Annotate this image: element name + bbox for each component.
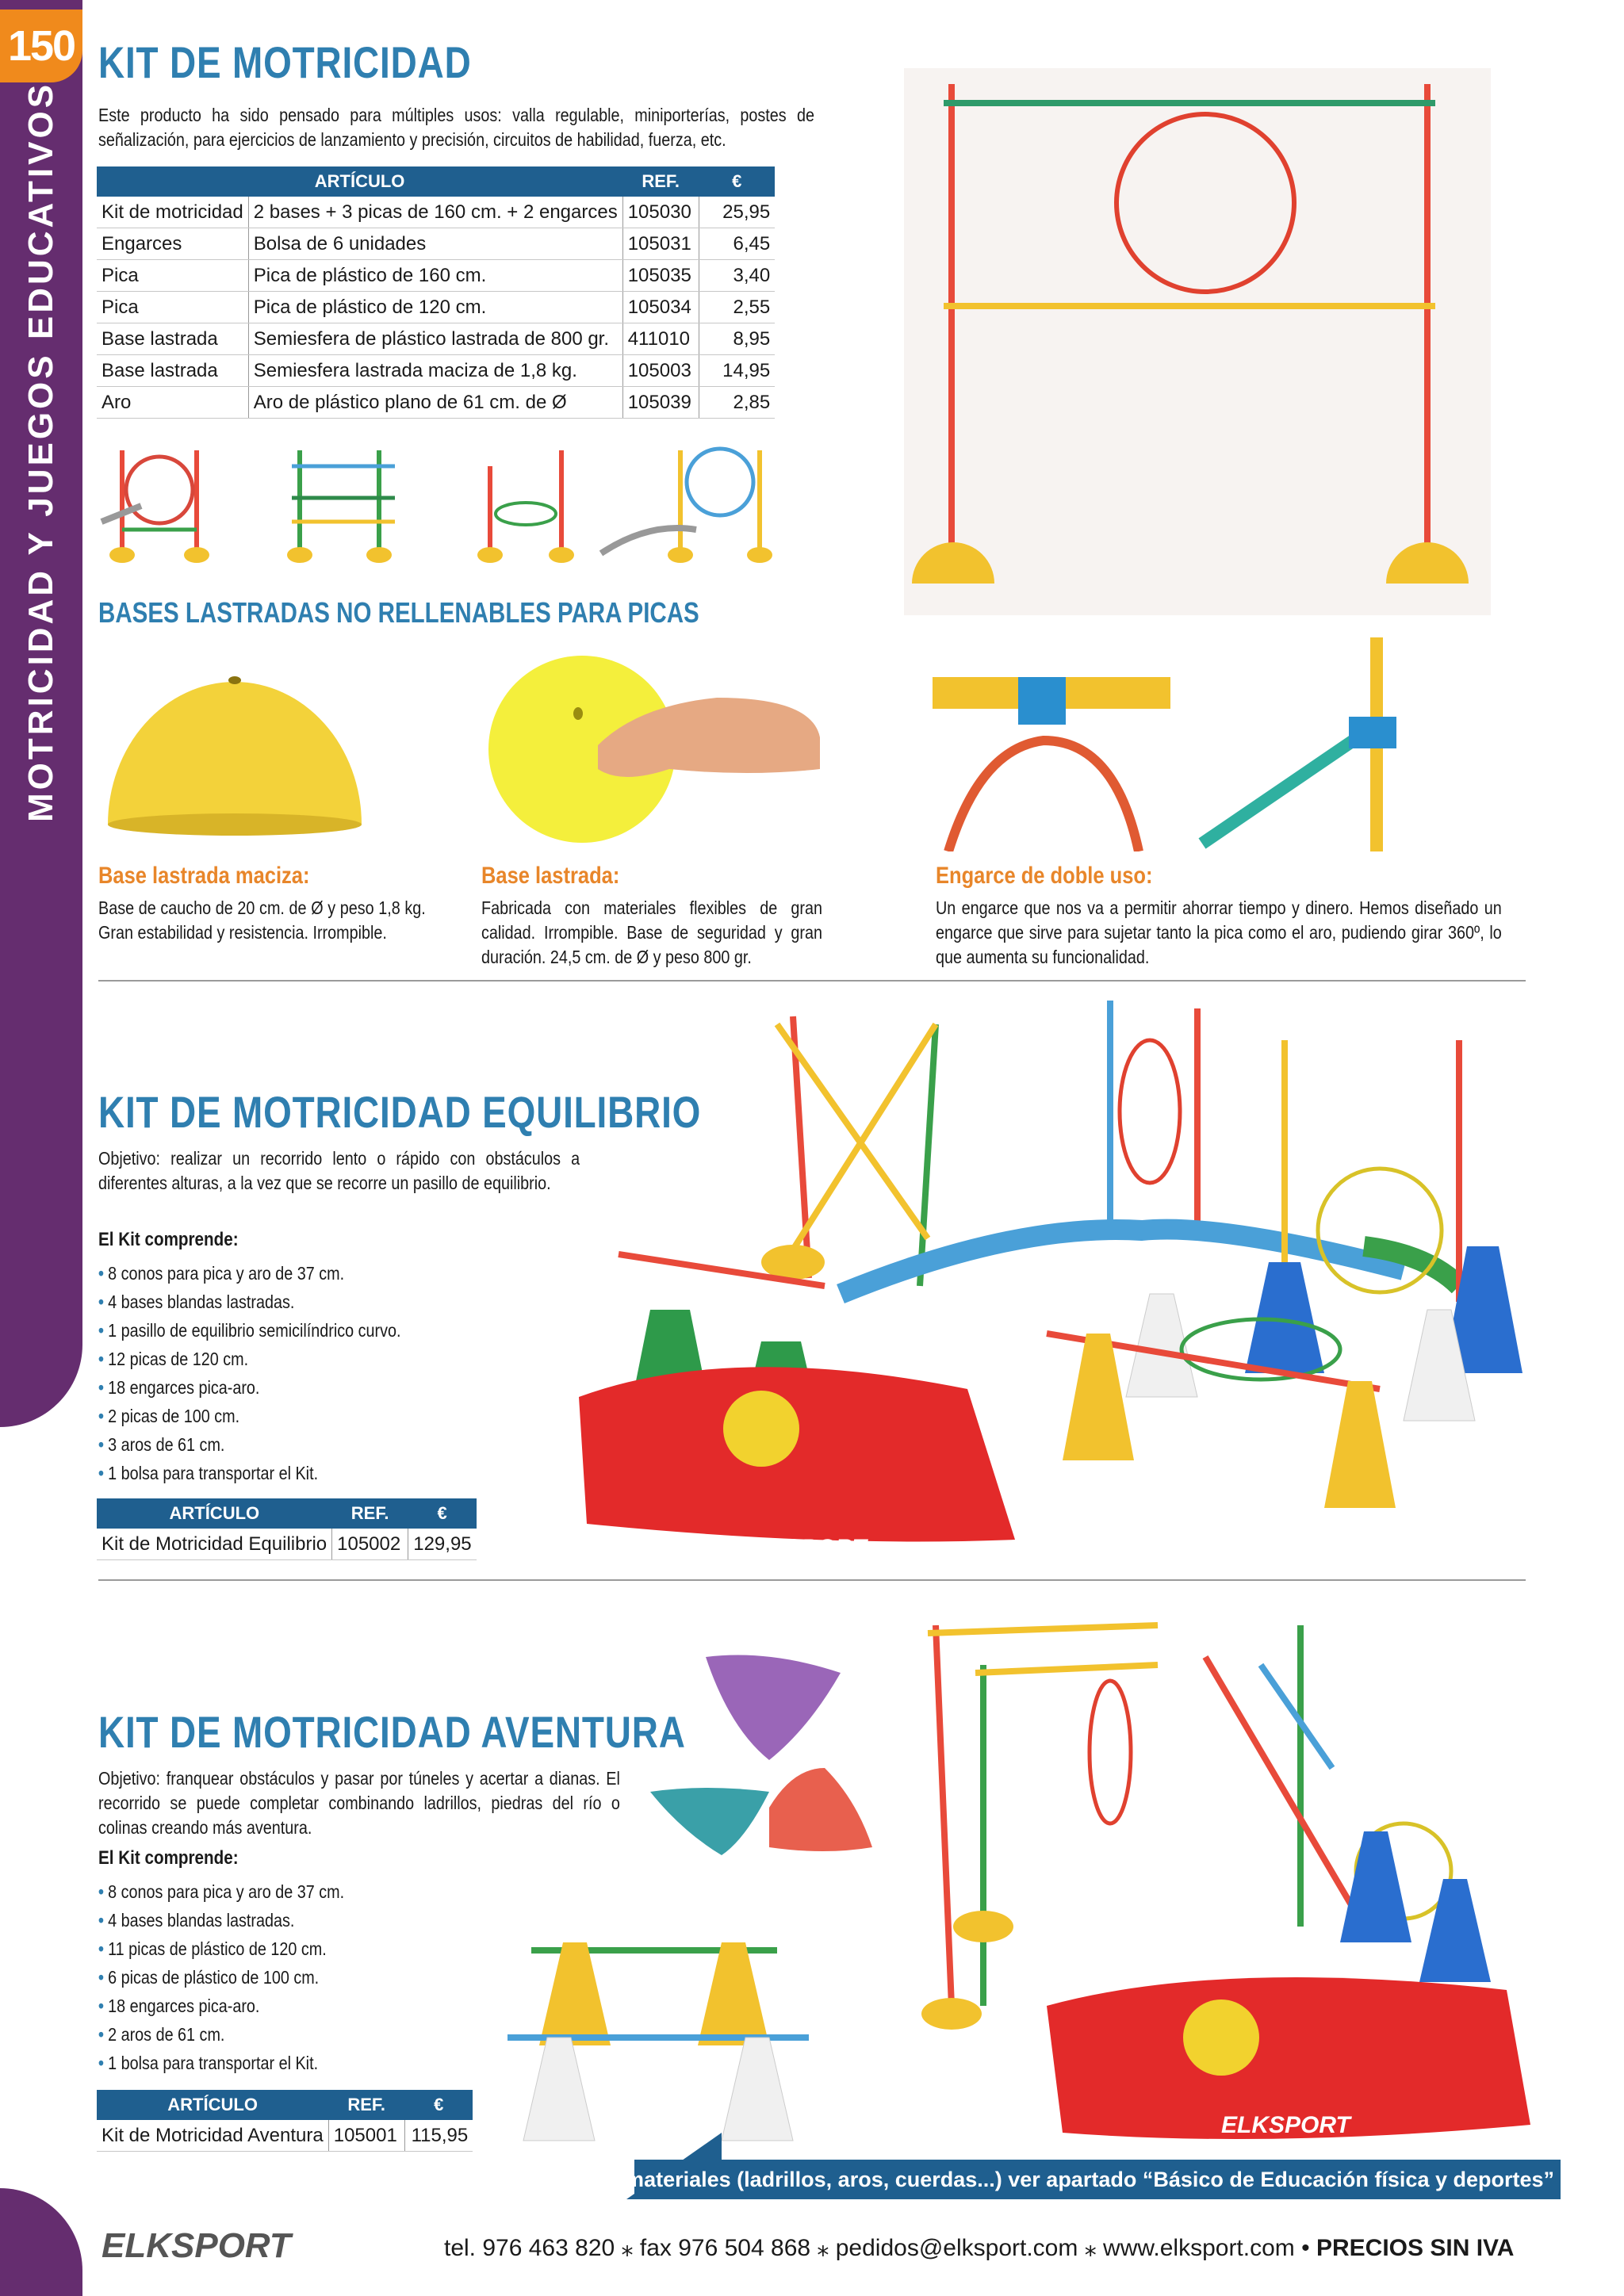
cell-price: 129,95	[408, 1529, 477, 1560]
table-header-price: €	[699, 166, 775, 197]
cell-price: 14,95	[699, 355, 775, 387]
footer-star: ⁎	[1084, 2235, 1097, 2261]
cell-articulo: Kit de Motricidad Aventura	[97, 2120, 328, 2152]
list-item: • 2 picas de 100 cm.	[98, 1402, 576, 1430]
sidebar-vertical-title: MOTRICIDAD Y JUEGOS EDUCATIVOS	[21, 81, 60, 823]
engarce-text: Un engarce que nos va a permitir ahorrar tiempo y dinero. Hemos diseñado un engarce que sirve para sujetar tanto la pica como el aro, pudiendo girar 360º, lo que aumenta su funcionalidad.	[936, 897, 1502, 967]
kit-motricidad-image	[904, 68, 1491, 615]
cell-ref: 105039	[622, 387, 699, 419]
footer-email[interactable]: pedidos@elksport.com	[835, 2235, 1078, 2261]
section2-items-list	[98, 1259, 576, 1487]
bases-title: BASES LASTRADAS NO RELLENABLES PARA PICAS	[98, 596, 699, 629]
usage-hurdles-illustration	[287, 450, 395, 563]
table-row	[97, 228, 775, 260]
table-header-row	[97, 1498, 477, 1529]
section1-table-wrap	[97, 166, 775, 419]
cell-articulo: Engarces	[97, 228, 248, 260]
bag-logo-aventura: ELKSPORT	[1221, 2112, 1350, 2138]
table-header-price: €	[408, 1498, 477, 1529]
list-item: • 2 aros de 61 cm.	[98, 2020, 576, 2049]
cell-price: 3,40	[699, 260, 775, 292]
cell-price: 2,85	[699, 387, 775, 419]
engarce-title: Engarce de doble uso:	[936, 863, 1153, 889]
divider-1	[98, 980, 1526, 982]
cell-articulo: Pica	[97, 260, 248, 292]
base-maciza-text: Base de caucho de 20 cm. de Ø y peso 1,8 kg. Gran estabilidad y resistencia. Irrompible.	[98, 897, 426, 943]
section3-table	[97, 2090, 473, 2152]
section1-title: KIT DE MOTRICIDAD	[98, 37, 472, 87]
footer-star: ⁎	[621, 2235, 634, 2261]
cell-articulo: Kit de motricidad	[97, 197, 248, 228]
kit-aventura-image	[508, 1609, 1562, 2149]
section1-table	[97, 166, 775, 419]
cell-ref: 105003	[622, 355, 699, 387]
table-header-articulo: ARTÍCULO	[97, 2090, 328, 2120]
base-lastrada-image	[479, 650, 828, 848]
cell-articulo: Base lastrada	[97, 323, 248, 355]
list-item: • 8 conos para pica y aro de 37 cm.	[98, 1259, 576, 1288]
base-lastrada-text: Fabricada con materiales flexibles de gran calidad. Irrompible. Base de seguridad y gran duración. 24,5 cm. de Ø y peso 800 gr.	[481, 897, 822, 967]
usage-target-illustration	[601, 449, 772, 563]
table-row	[97, 387, 775, 419]
cell-desc: Aro de plástico plano de 61 cm. de Ø	[248, 387, 622, 419]
list-item: • 4 bases blandas lastradas.	[98, 1906, 576, 1934]
table-row	[97, 1529, 477, 1560]
cell-desc: Pica de plástico de 120 cm.	[248, 292, 622, 323]
table-header-ref: REF.	[332, 1498, 408, 1529]
table-header-ref: REF.	[622, 166, 699, 197]
list-item: • 8 conos para pica y aro de 37 cm.	[98, 1877, 576, 1906]
cell-ref: 105001	[328, 2120, 404, 2152]
list-item: • 1 bolsa para transportar el Kit.	[98, 2049, 576, 2077]
cell-price: 25,95	[699, 197, 775, 228]
list-item: • 3 aros de 61 cm.	[98, 1430, 576, 1459]
cell-price: 6,45	[699, 228, 775, 260]
cell-desc: Pica de plástico de 160 cm.	[248, 260, 622, 292]
table-header-row	[97, 2090, 473, 2120]
list-item: • 18 engarces pica-aro.	[98, 1373, 576, 1402]
footer-prices-note: PRECIOS SIN IVA	[1316, 2235, 1515, 2261]
footer-tel: tel. 976 463 820	[444, 2235, 615, 2261]
table-row	[97, 197, 775, 228]
footer-fax: fax 976 504 868	[639, 2235, 811, 2261]
usage-hurdle-ring-illustration	[102, 450, 209, 563]
list-item: • 1 bolsa para transportar el Kit.	[98, 1459, 576, 1487]
section3-items-list	[98, 1877, 576, 2077]
cell-desc: Semiesfera de plástico lastrada de 800 gr.	[248, 323, 622, 355]
table-header-price: €	[404, 2090, 473, 2120]
cell-price: 2,55	[699, 292, 775, 323]
cell-articulo: Base lastrada	[97, 355, 248, 387]
table-row	[97, 355, 775, 387]
cell-articulo: Pica	[97, 292, 248, 323]
section3-table-wrap	[97, 2090, 473, 2152]
table-header-row	[97, 166, 775, 197]
section3-objective: Objetivo: franquear obstáculos y pasar por túneles y acertar a dianas. El recorrido se puede completar combinando ladrillos, piedras del río o colinas creando más aventura.	[98, 1768, 620, 1838]
table-header-articulo: ARTÍCULO	[97, 166, 622, 197]
footer-web[interactable]: www.elksport.com	[1103, 2235, 1295, 2261]
list-item: • 12 picas de 120 cm.	[98, 1345, 576, 1373]
list-item: • 11 picas de plástico de 120 cm.	[98, 1934, 576, 1963]
cell-desc: Semiesfera lastrada maciza de 1,8 kg.	[248, 355, 622, 387]
table-header-articulo: ARTÍCULO	[97, 1498, 332, 1529]
table-header-ref: REF.	[328, 2090, 404, 2120]
usage-illustrations	[94, 434, 807, 577]
list-item: • 1 pasillo de equilibrio semicilíndrico curvo.	[98, 1316, 576, 1345]
footer-contact-line	[444, 2234, 1514, 2262]
table-row	[97, 323, 775, 355]
cell-articulo: Aro	[97, 387, 248, 419]
table-row	[97, 260, 775, 292]
section3-includes-label: El Kit comprende:	[98, 1847, 239, 1869]
section2-table	[97, 1498, 477, 1560]
base-maciza-image	[100, 658, 370, 840]
sidebar-bottom-shape	[0, 2188, 82, 2296]
section1-description: Este producto ha sido pensado para múltiples usos: valla regulable, miniporterías, postes de señalización, para ejercicios de lanzamiento y precisión, circuitos de habilidad, fuerza, etc.	[98, 105, 814, 150]
elksport-logo: ELKSPORT	[102, 2226, 291, 2265]
cell-ref: 411010	[622, 323, 699, 355]
footer-sep: •	[1301, 2235, 1310, 2261]
section2-table-wrap	[97, 1498, 477, 1560]
base-maciza-title: Base lastrada maciza:	[98, 863, 310, 889]
base-lastrada-title: Base lastrada:	[481, 863, 620, 889]
cell-ref: 105030	[622, 197, 699, 228]
table-row	[97, 292, 775, 323]
section2-title: KIT DE MOTRICIDAD EQUILIBRIO	[98, 1087, 702, 1137]
section2-objective: Objetivo: realizar un recorrido lento o rápido con obstáculos a diferentes alturas, a la vez que se recorre un pasillo de equilibrio.	[98, 1148, 580, 1193]
cell-desc: Bolsa de 6 unidades	[248, 228, 622, 260]
cell-price: 8,95	[699, 323, 775, 355]
table-row	[97, 2120, 473, 2152]
kit-equilibrio-image	[571, 1001, 1554, 1571]
cell-ref: 105034	[622, 292, 699, 323]
engarce-image	[933, 637, 1503, 851]
footer-star: ⁎	[817, 2235, 829, 2261]
cell-ref: 105031	[622, 228, 699, 260]
list-item: • 4 bases blandas lastradas.	[98, 1288, 576, 1316]
page-number: 150	[0, 10, 82, 82]
cell-articulo: Kit de Motricidad Equilibrio	[97, 1529, 332, 1560]
list-item: • 18 engarces pica-aro.	[98, 1992, 576, 2020]
cell-desc: 2 bases + 3 picas de 160 cm. + 2 engarces	[248, 197, 622, 228]
list-item: • 6 picas de plástico de 100 cm.	[98, 1963, 576, 1992]
bag-logo-equilibrio: ELKSPORT	[737, 1535, 867, 1561]
section2-includes-label: El Kit comprende:	[98, 1229, 239, 1250]
section3-title: KIT DE MOTRICIDAD AVENTURA	[98, 1707, 686, 1757]
cell-ref: 105002	[332, 1529, 408, 1560]
divider-2	[98, 1579, 1526, 1581]
cell-ref: 105035	[622, 260, 699, 292]
other-materials-banner: Otros materiales (ladrillos, aros, cuerdas...) ver apartado “Básico de Educación física y deportes”	[634, 2160, 1561, 2199]
cell-price: 115,95	[404, 2120, 473, 2152]
usage-jump-illustration	[477, 450, 574, 563]
